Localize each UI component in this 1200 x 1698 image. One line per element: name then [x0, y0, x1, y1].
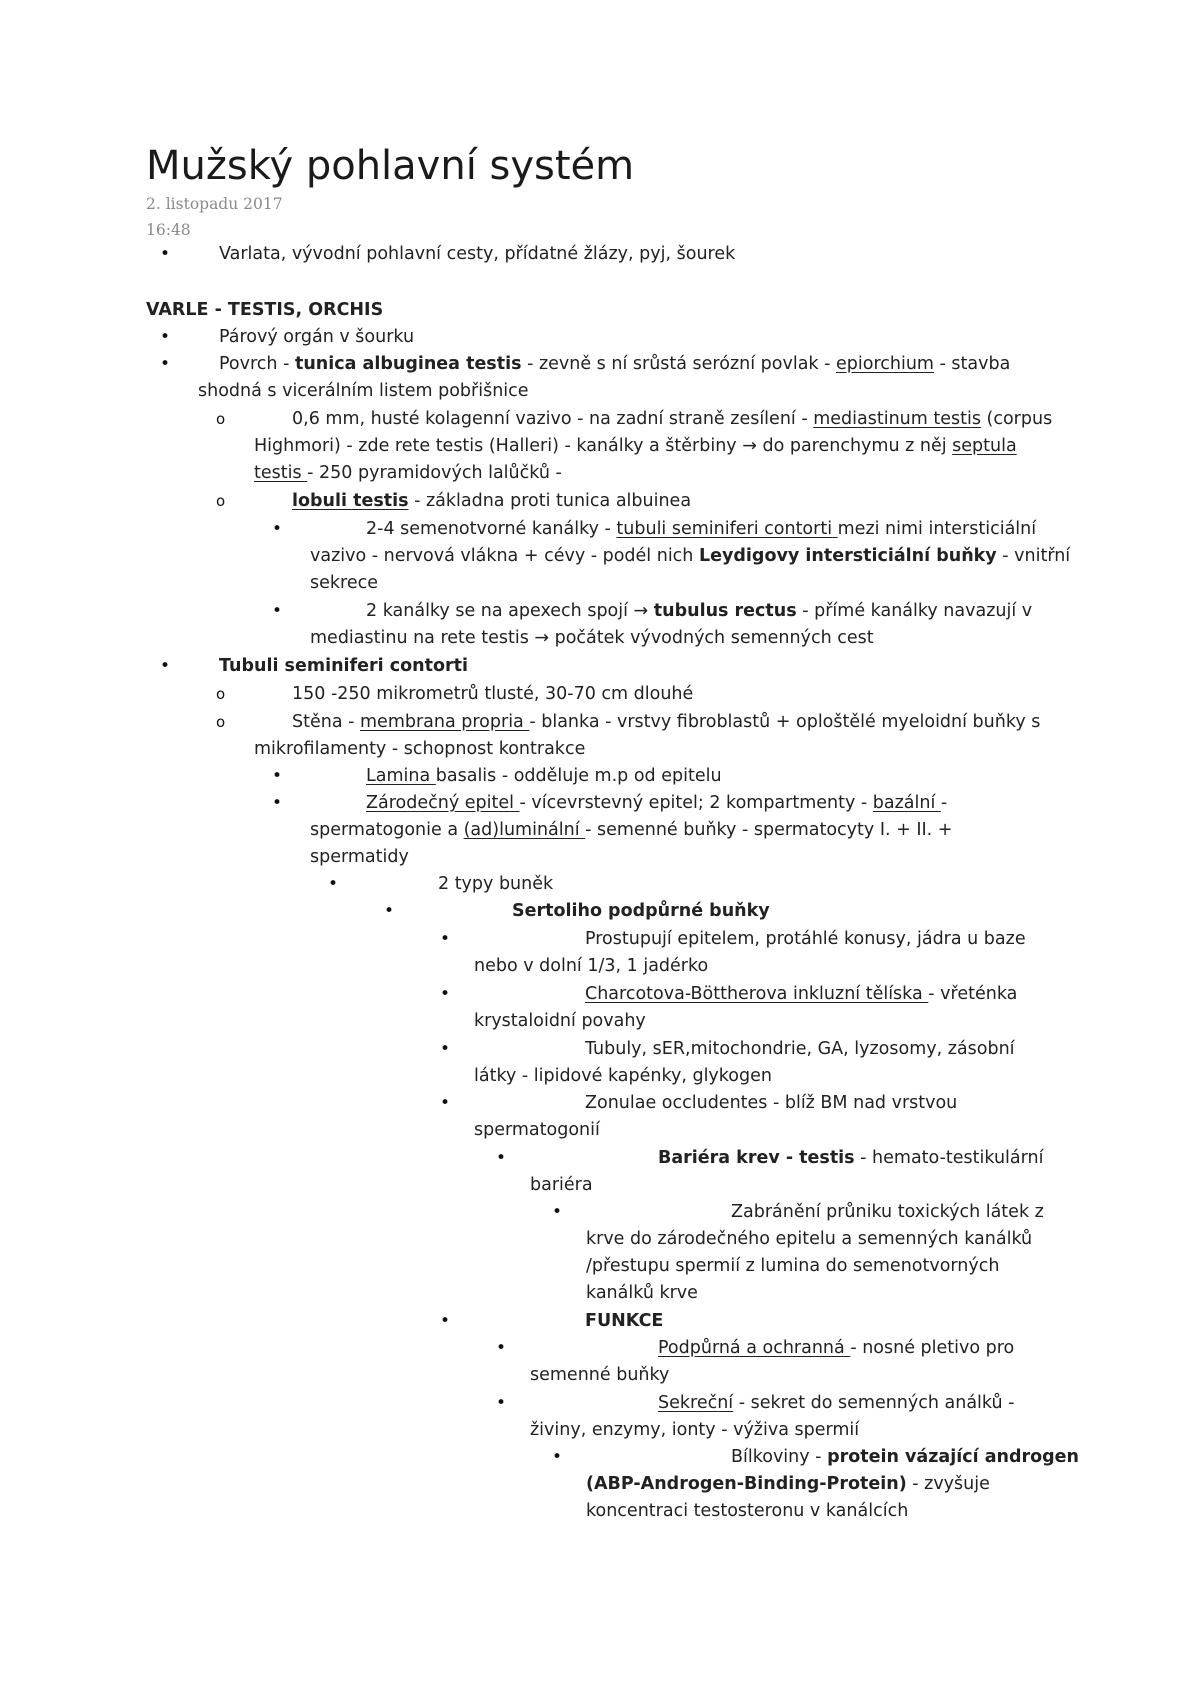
line-text: mikrofilamenty - schopnost kontrakce — [254, 739, 586, 759]
line-text: - vřeténka — [928, 984, 1018, 1004]
bullet-disc: • — [496, 1338, 507, 1358]
bullet-disc: • — [160, 656, 171, 676]
line-text: Tubuly, sER,mitochondrie, GA, lyzosomy, zásobní — [585, 1039, 1015, 1059]
term-underlined: (ad)luminální — [463, 820, 586, 840]
note-line-continuation — [310, 570, 378, 597]
line-text: vazivo - nervová vlákna + cévy - podél nich — [310, 546, 699, 566]
line-text: basalis - odděluje m.p od epitelu — [435, 766, 722, 786]
term-underlined: Lamina — [366, 766, 436, 786]
note-line-continuation — [474, 1117, 600, 1144]
line-text: živiny, enzymy, ionty - výživa spermií — [530, 1420, 860, 1440]
bullet-disc: • — [160, 244, 171, 264]
note-line — [585, 981, 1017, 1008]
note-line — [292, 488, 691, 515]
page-date: 2. listopadu 2017 — [146, 195, 283, 213]
line-text: Prostupují epitelem, protáhlé konusy, jádra u baze — [585, 929, 1026, 949]
line-text: Povrch - — [219, 354, 295, 374]
line-text: Highmori) - zde rete testis (Halleri) - kanálky a štěrbiny → do parenchymu z něj — [254, 436, 953, 456]
bullet-disc: • — [272, 601, 283, 621]
line-text: - přímé kanálky navazují v — [796, 601, 1033, 621]
page-title: Mužský pohlavní systém — [146, 143, 635, 189]
line-text: - blanka - vrstvy fibroblastů + oploštělé myeloidní buňky s — [529, 712, 1041, 732]
note-line — [585, 1090, 957, 1117]
line-text: krystaloidní povahy — [474, 1011, 646, 1031]
bullet-disc: • — [328, 874, 339, 894]
term-underlined: membrana propria — [360, 712, 530, 732]
note-line — [438, 871, 553, 898]
line-text: mezi nimi intersticiální — [837, 519, 1037, 539]
term-underlined: Zárodečný epitel — [366, 793, 520, 813]
note-line — [219, 241, 735, 268]
line-text: spermatidy — [310, 847, 409, 867]
note-line — [366, 790, 947, 817]
line-text: bariéra — [530, 1175, 593, 1195]
note-line-continuation — [310, 625, 874, 652]
bullet-disc: • — [552, 1447, 563, 1467]
term-underlined: Sekreční — [658, 1393, 734, 1413]
line-text: 2-4 semenotvorné kanálky - — [366, 519, 617, 539]
note-line — [658, 1145, 1043, 1172]
line-text: Párový orgán v šourku — [219, 327, 415, 347]
bullet-circle: o — [216, 410, 226, 428]
bullet-disc: • — [440, 1311, 451, 1331]
line-text: - vícevrstevný epitel; 2 kompartmenty - — [519, 793, 873, 813]
note-line-continuation — [530, 1172, 593, 1199]
term-underlined: septula — [952, 436, 1017, 456]
bullet-disc: • — [272, 793, 283, 813]
line-text: kanálků krve — [586, 1283, 698, 1303]
note-line-continuation — [474, 953, 708, 980]
line-text: - vnitřní — [996, 546, 1071, 566]
note-line — [219, 351, 1010, 378]
note-line — [512, 898, 770, 925]
term-bold: protein vázající androgen — [827, 1447, 1080, 1467]
line-text: - semenné buňky - spermatocyty I. + II. + — [585, 820, 953, 840]
line-text: 2 kanálky se na apexech spojí → — [366, 601, 654, 621]
line-text: 150 -250 mikrometrů tlusté, 30-70 cm dlouhé — [292, 684, 694, 704]
term-bold: Tubuli seminiferi contorti — [219, 656, 468, 676]
line-text: - 250 pyramidových lalůčků - — [307, 463, 562, 483]
term-bold: tunica albuginea testis — [294, 354, 522, 374]
note-line — [585, 926, 1026, 953]
line-text: Zabránění průniku toxických látek z — [731, 1202, 1044, 1222]
note-line — [585, 1036, 1015, 1063]
note-line — [292, 406, 1052, 433]
note-line — [292, 681, 693, 708]
line-text: shodná s vicerálním listem pobřišnice — [198, 381, 529, 401]
note-line — [731, 1199, 1044, 1226]
line-text: koncentraci testosteronu v kanálcích — [586, 1501, 909, 1521]
line-text: Bílkoviny - — [731, 1447, 828, 1467]
line-text: 0,6 mm, husté kolagenní vazivo - na zadní straně zesílení - — [292, 409, 814, 429]
note-line-continuation — [254, 736, 585, 763]
bullet-disc: • — [440, 1093, 451, 1113]
note-line — [658, 1390, 1015, 1417]
line-text: - sekret do semenných análků - — [733, 1393, 1015, 1413]
bullet-disc: • — [160, 354, 171, 374]
line-text: Stěna - — [292, 712, 360, 732]
section-heading — [146, 297, 383, 324]
term-underlined: tubuli seminiferi contorti — [616, 519, 838, 539]
note-line-continuation — [586, 1280, 698, 1307]
note-line-continuation — [310, 844, 409, 871]
bullet-disc: • — [440, 1039, 451, 1059]
term-underlined: mediastinum testis — [813, 409, 981, 429]
term-bold: tubulus rectus — [653, 601, 797, 621]
line-text: Varlata, vývodní pohlavní cesty, přídatné žlázy, pyj, šourek — [219, 244, 736, 264]
line-text: nebo v dolní 1/3, 1 jadérko — [474, 956, 709, 976]
note-line — [366, 516, 1036, 543]
note-line-continuation — [586, 1471, 990, 1498]
term-underlined: testis — [254, 463, 308, 483]
term-bold: (ABP-Androgen-Binding-Protein) — [586, 1474, 907, 1494]
note-line-continuation — [310, 817, 952, 844]
line-text: semenné buňky — [530, 1365, 670, 1385]
bullet-disc: • — [496, 1148, 507, 1168]
note-line-continuation — [254, 433, 1017, 460]
note-line — [292, 709, 1040, 736]
term-underlined: Podpůrná a ochranná — [658, 1338, 851, 1358]
heading-text: VARLE - TESTIS, ORCHIS — [146, 300, 384, 320]
line-text: (corpus — [980, 409, 1053, 429]
line-text: mediastinu na rete testis → počátek vývodných semenných cest — [310, 628, 874, 648]
note-line-continuation — [254, 460, 562, 487]
term-bold: FUNKCE — [585, 1311, 664, 1331]
bullet-circle: o — [216, 492, 226, 510]
line-text: - zvyšuje — [906, 1474, 990, 1494]
line-text: - stavba — [933, 354, 1011, 374]
note-line — [219, 324, 414, 351]
bullet-circle: o — [216, 713, 226, 731]
note-line — [585, 1308, 663, 1335]
note-line-continuation — [310, 543, 1070, 570]
note-line-continuation — [474, 1008, 646, 1035]
line-text: /přestupu spermií z lumina do semenotvorných — [586, 1256, 1000, 1276]
line-text: spermatogonie a — [310, 820, 464, 840]
note-line-continuation — [530, 1362, 669, 1389]
line-text: 2 typy buněk — [438, 874, 554, 894]
term-bold-underlined: lobuli testis — [292, 491, 409, 511]
note-line — [366, 763, 722, 790]
line-text: sekrece — [310, 573, 378, 593]
term-bold: Leydigovy intersticiální buňky — [698, 546, 997, 566]
bullet-circle: o — [216, 685, 226, 703]
term-bold: Bariéra krev - testis — [658, 1148, 855, 1168]
bullet-disc: • — [496, 1393, 507, 1413]
term-underlined: Charcotova-Böttherova inkluzní tělíska — [585, 984, 929, 1004]
note-line-continuation — [586, 1498, 908, 1525]
note-line — [731, 1444, 1079, 1471]
line-text: - nosné pletivo pro — [850, 1338, 1015, 1358]
note-line — [219, 653, 468, 680]
bullet-disc: • — [440, 929, 451, 949]
line-text: spermatogonií — [474, 1120, 600, 1140]
bullet-disc: • — [440, 984, 451, 1004]
bullet-disc: • — [160, 327, 171, 347]
bullet-disc: • — [552, 1202, 563, 1222]
note-line — [366, 598, 1032, 625]
term-bold: Sertoliho podpůrné buňky — [512, 901, 770, 921]
note-line-continuation — [586, 1253, 999, 1280]
term-underlined: bazální — [872, 793, 941, 813]
bullet-disc: • — [272, 766, 283, 786]
line-text: krve do zárodečného epitelu a semenných kanálků — [586, 1229, 1033, 1249]
page-time: 16:48 — [146, 221, 191, 239]
line-text: - — [940, 793, 948, 813]
line-text: Zonulae occludentes - blíž BM nad vrstvou — [585, 1093, 958, 1113]
note-line-continuation — [530, 1417, 859, 1444]
note-line-continuation — [198, 378, 529, 405]
bullet-disc: • — [272, 519, 283, 539]
line-text: - zevně s ní srůstá serózní povlak - — [521, 354, 836, 374]
note-line-continuation — [474, 1063, 772, 1090]
line-text: látky - lipidové kapénky, glykogen — [474, 1066, 772, 1086]
line-text: - hemato-testikulární — [854, 1148, 1044, 1168]
note-line — [658, 1335, 1014, 1362]
term-underlined: epiorchium — [836, 354, 934, 374]
note-line-continuation — [586, 1226, 1032, 1253]
bullet-disc: • — [384, 901, 395, 921]
line-text: - základna proti tunica albuinea — [408, 491, 692, 511]
